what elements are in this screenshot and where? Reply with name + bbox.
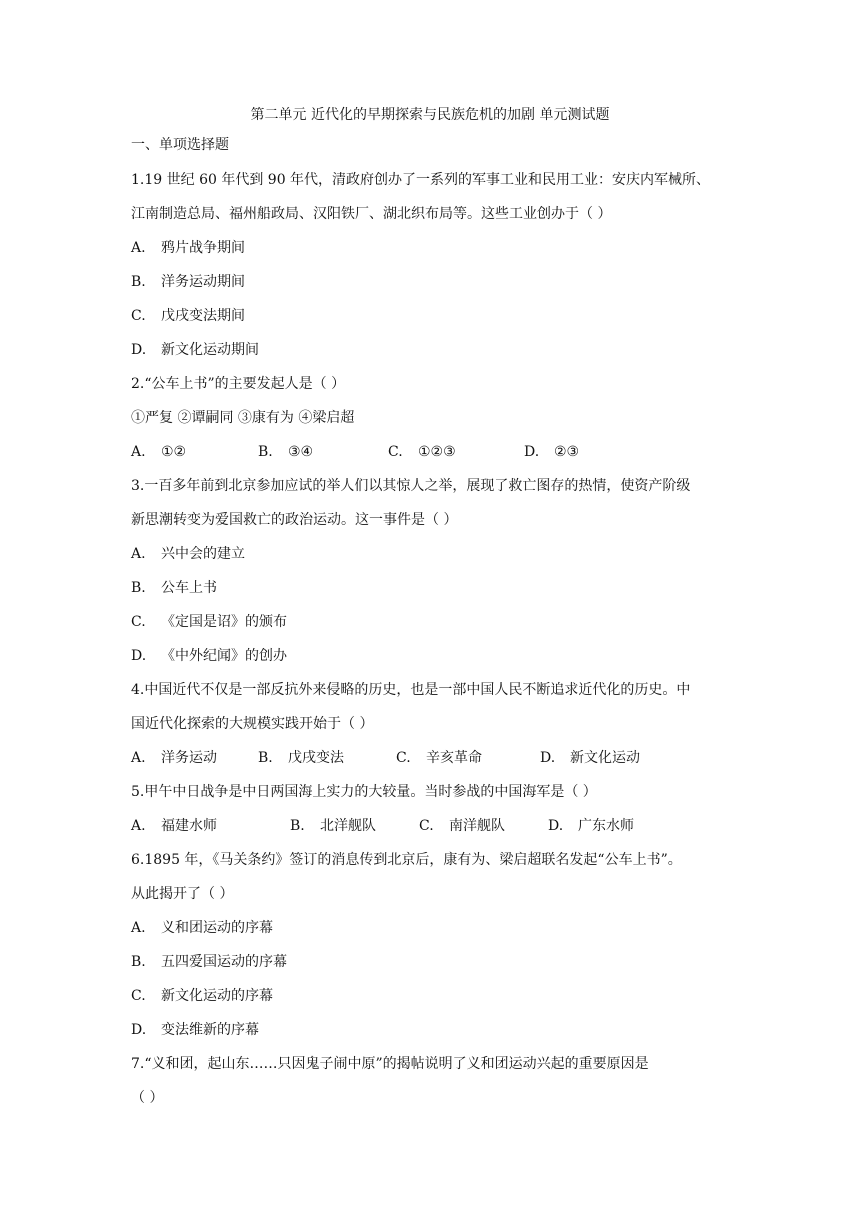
option-text: ②③ — [554, 444, 580, 460]
option-letter: D. — [540, 750, 556, 766]
option-letter: C. — [419, 818, 434, 834]
question-2-line-2: ①严复 ②谭嗣同 ③康有为 ④梁启超 — [131, 410, 355, 426]
question-3-option-b — [131, 578, 217, 598]
option-text: 南洋舰队 — [449, 818, 505, 834]
question-2-option-c — [388, 442, 456, 462]
question-6-option-a — [131, 918, 273, 938]
question-3-line-1: 3.一百多年前到北京参加应试的举人们以其惊人之举，展现了救亡图存的热情，使资产阶级 — [131, 478, 691, 494]
option-letter: B. — [131, 580, 146, 596]
option-letter: A. — [131, 444, 146, 460]
question-1-option-b — [131, 272, 245, 292]
question-5-option-a — [131, 816, 217, 836]
option-text: 兴中会的建立 — [161, 546, 245, 562]
question-1-option-d — [131, 340, 259, 360]
option-text: 辛亥革命 — [426, 750, 482, 766]
question-4-line-1: 4.中国近代不仅是一部反抗外来侵略的历史，也是一部中国人民不断追求近代化的历史。中 — [131, 682, 691, 698]
option-letter: A. — [131, 818, 146, 834]
question-1-line-2: 江南制造总局、福州船政局、汉阳铁厂、湖北织布局等。这些工业创办于（ ） — [131, 206, 612, 222]
option-letter: B. — [258, 444, 273, 460]
option-text: 五四爱国运动的序幕 — [161, 954, 287, 970]
option-text: 新文化运动期间 — [161, 342, 259, 358]
page-title: 第二单元 近代化的早期探索与民族危机的加剧 单元测试题 — [250, 107, 610, 123]
question-5-line-1: 5.甲午中日战争是中日两国海上实力的大较量。当时参战的中国海军是（ ） — [131, 784, 597, 800]
option-text: 洋务运动期间 — [161, 274, 245, 290]
question-6-option-d — [131, 1020, 259, 1040]
question-3-option-d — [131, 646, 287, 666]
question-4-option-b — [258, 748, 344, 768]
option-letter: C. — [131, 988, 146, 1004]
option-letter: C. — [388, 444, 403, 460]
question-3-option-c — [131, 612, 287, 632]
option-text: 义和团运动的序幕 — [161, 920, 273, 936]
option-text: 新文化运动 — [570, 750, 640, 766]
question-6-option-c — [131, 986, 273, 1006]
question-4-option-a — [131, 748, 217, 768]
option-letter: D. — [131, 648, 147, 664]
option-letter: B. — [258, 750, 273, 766]
option-text: 北洋舰队 — [320, 818, 376, 834]
question-7-line-1: 7.“义和团，起山东……只因鬼子闹中原”的揭帖说明了义和团运动兴起的重要原因是 — [131, 1056, 649, 1072]
option-text: ③④ — [288, 444, 314, 460]
option-letter: A. — [131, 920, 146, 936]
option-letter: D. — [131, 342, 147, 358]
question-5-option-d — [548, 816, 634, 836]
question-6-option-b — [131, 952, 287, 972]
question-6-line-1: 6.1895 年，《马关条约》签订的消息传到北京后，康有为、梁启超联名发起“公车上书”。 — [131, 852, 682, 868]
option-text: 戊戌变法 — [288, 750, 344, 766]
option-letter: B. — [290, 818, 305, 834]
option-letter: D. — [548, 818, 564, 834]
question-4-option-d — [540, 748, 640, 768]
option-letter: C. — [131, 614, 146, 630]
question-1-option-c — [131, 306, 245, 326]
option-letter: B. — [131, 954, 146, 970]
option-letter: A. — [131, 546, 146, 562]
question-2-option-d — [524, 442, 579, 462]
option-text: 广东水师 — [578, 818, 634, 834]
question-7-line-2: （ ） — [131, 1090, 164, 1106]
question-5-option-b — [290, 816, 376, 836]
question-2-option-a — [131, 442, 186, 462]
question-1-line-1: 1.19 世纪 60 年代到 90 年代，清政府创办了一系列的军事工业和民用工业：安庆内军械所、 — [131, 172, 711, 188]
option-text: 戊戌变法期间 — [161, 308, 245, 324]
section-heading: 一、单项选择题 — [131, 137, 229, 153]
option-text: 《定国是诏》的颁布 — [161, 614, 287, 630]
option-letter: D. — [524, 444, 540, 460]
option-text: ①②③ — [418, 444, 456, 460]
option-text: 变法维新的序幕 — [161, 1022, 259, 1038]
question-5-option-c — [419, 816, 505, 836]
option-text: 公车上书 — [161, 580, 217, 596]
question-4-line-2: 国近代化探索的大规模实践开始于（ ） — [131, 716, 374, 732]
option-text: 新文化运动的序幕 — [161, 988, 273, 1004]
option-letter: D. — [131, 1022, 147, 1038]
option-text: 鸦片战争期间 — [161, 240, 245, 256]
option-letter: B. — [131, 274, 146, 290]
option-text: 《中外纪闻》的创办 — [161, 648, 287, 664]
option-letter: A. — [131, 750, 146, 766]
question-4-option-c — [396, 748, 482, 768]
option-text: ①② — [161, 444, 187, 460]
question-6-line-2: 从此揭开了（ ） — [131, 886, 234, 902]
question-3-line-2: 新思潮转变为爱国救亡的政治运动。这一事件是（ ） — [131, 512, 458, 528]
question-2-option-b — [258, 442, 313, 462]
option-text: 福建水师 — [161, 818, 217, 834]
question-1-option-a — [131, 238, 245, 258]
option-text: 洋务运动 — [161, 750, 217, 766]
option-letter: C. — [396, 750, 411, 766]
question-2-line-1: 2.“公车上书”的主要发起人是（ ） — [131, 376, 346, 392]
question-3-option-a — [131, 544, 245, 564]
option-letter: A. — [131, 240, 146, 256]
option-letter: C. — [131, 308, 146, 324]
